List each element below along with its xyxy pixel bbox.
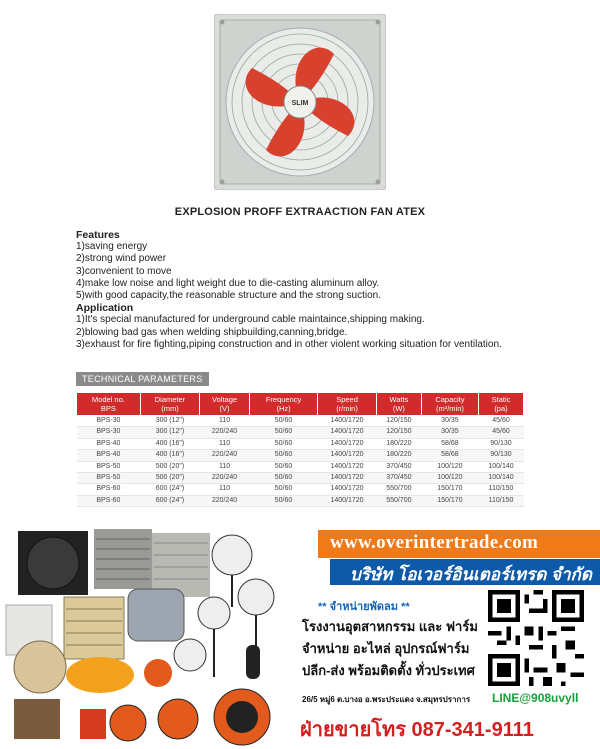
table-header-cell [200, 393, 250, 416]
table-row [77, 450, 524, 461]
table-header-unit: (m³/min) [435, 404, 464, 413]
table-cell: 500 (20") [140, 473, 199, 484]
table-cell: BPS-50 [77, 473, 141, 484]
table-cell: BPS-60 [77, 484, 141, 495]
table-cell: 120/150 [376, 416, 421, 427]
features-heading: Features [76, 229, 120, 241]
table-cell: BPS-30 [77, 416, 141, 427]
table-cell: 220/240 [200, 427, 250, 438]
table-header-line: Model no. [91, 395, 125, 404]
table-cell: BPS-40 [77, 450, 141, 461]
table-cell: 600 (24") [140, 495, 199, 506]
table-row [77, 461, 524, 472]
table-cell: 220/240 [200, 495, 250, 506]
table-cell: 50/60 [249, 450, 317, 461]
application-item: 1)It's special manufactured for underground cable maintaince,shipping making. [76, 314, 425, 326]
fan-products-collage [0, 527, 300, 749]
table-cell: 1400/1720 [318, 427, 377, 438]
table-header-unit: BPS [100, 404, 116, 413]
table-cell: 1400/1720 [318, 484, 377, 495]
table-cell: 50/60 [249, 484, 317, 495]
table-header-cell [478, 393, 523, 416]
table-header-line: Frequency [265, 395, 302, 404]
table-header-unit: (mm) [161, 404, 179, 413]
table-cell: 50/60 [249, 416, 317, 427]
table-cell: 120/150 [376, 427, 421, 438]
table-cell: BPS-50 [77, 461, 141, 472]
table-cell: 500 (20") [140, 461, 199, 472]
table-header-cell [140, 393, 199, 416]
table-cell: 300 (12") [140, 427, 199, 438]
table-cell: 110/150 [478, 484, 523, 495]
table-cell: 220/240 [200, 473, 250, 484]
table-cell: 1400/1720 [318, 450, 377, 461]
features-section [76, 229, 502, 351]
table-cell: 1400/1720 [318, 438, 377, 449]
table-cell: 370/450 [376, 461, 421, 472]
table-cell: 220/240 [200, 450, 250, 461]
table-cell: 1400/1720 [318, 461, 377, 472]
table-cell: 50/60 [249, 427, 317, 438]
table-cell: 110/150 [478, 495, 523, 506]
table-cell: 100/120 [421, 473, 478, 484]
table-cell: 550/700 [376, 495, 421, 506]
table-cell: 58/68 [421, 438, 478, 449]
table-cell: BPS-30 [77, 427, 141, 438]
table-cell: 1400/1720 [318, 473, 377, 484]
feature-item: 3)convenient to move [76, 265, 172, 277]
ad-line: โรงงานอุตสาหกรรม และ ฟาร์ม [302, 619, 478, 634]
table-cell: 50/60 [249, 473, 317, 484]
table-header-cell [421, 393, 478, 416]
line-id[interactable]: LINE@908uvyll [492, 691, 579, 705]
feature-item: 1)saving energy [76, 241, 148, 253]
feature-item: 4)make low noise and light weight due to die-casting aluminum alloy. [76, 277, 380, 289]
table-cell: 300 (12") [140, 416, 199, 427]
table-row [77, 438, 524, 449]
table-header-line: Watts [389, 395, 409, 404]
product-title: EXPLOSION PROFF EXTRAACTION FAN ATEX [174, 206, 426, 218]
table-cell: BPS-40 [77, 438, 141, 449]
table-cell: 180/220 [376, 438, 421, 449]
company-name: บริษัท โอเวอร์อินเตอร์เทรด จำกัด [350, 565, 592, 584]
table-header-row [77, 393, 524, 416]
table-header-unit: (V) [219, 404, 230, 413]
application-item: 3)exhaust for fire fighting,piping construction and in other violent working situation for ventilation. [76, 338, 502, 350]
table-cell: 370/450 [376, 473, 421, 484]
table-header-line: Capacity [435, 395, 465, 404]
table-cell: 100/120 [421, 461, 478, 472]
table-cell: 110 [200, 484, 250, 495]
table-cell: 150/170 [421, 495, 478, 506]
technical-parameters-table [76, 392, 524, 507]
table-row [77, 416, 524, 427]
feature-item: 5)with good capacity,the reasonable structure and the strong suction. [76, 290, 381, 302]
application-item: 2)blowing bad gas when welding shipbuilding,canning,bridge. [76, 326, 348, 338]
table-cell: 58/68 [421, 450, 478, 461]
table-cell: 90/130 [478, 450, 523, 461]
technical-parameters-label: TECHNICAL PARAMETERS [76, 372, 209, 386]
table-row [77, 427, 524, 438]
table-cell: 100/140 [478, 473, 523, 484]
table-header-line: Speed [336, 395, 358, 404]
table-cell: 180/220 [376, 450, 421, 461]
company-address: 26/5 หมู่6 ต.บางอ อ.พระประแดง จ.สมุทรปราการ [302, 695, 471, 704]
table-cell: 100/140 [478, 461, 523, 472]
sales-phone[interactable]: ฝ่ายขายโทร 087-341-9111 [300, 719, 534, 741]
table-cell: 45/60 [478, 427, 523, 438]
qr-code-icon[interactable] [488, 590, 584, 686]
table-header-cell [249, 393, 317, 416]
table-cell: 50/60 [249, 461, 317, 472]
table-cell: 550/700 [376, 484, 421, 495]
table-cell: 110 [200, 416, 250, 427]
table-header-cell [77, 393, 141, 416]
table-header-unit: (W) [392, 404, 405, 413]
ad-line: จำหน่าย อะไหล่ อุปกรณ์ฟาร์ม [302, 641, 470, 656]
table-header-cell [318, 393, 377, 416]
table-cell: 90/130 [478, 438, 523, 449]
table-header-line: Static [491, 395, 511, 404]
table-cell: 1400/1720 [318, 495, 377, 506]
table-cell: 45/60 [478, 416, 523, 427]
table-row [77, 495, 524, 506]
table-cell: 400 (16") [140, 438, 199, 449]
table-cell: 1400/1720 [318, 416, 377, 427]
table-cell: 110 [200, 438, 250, 449]
table-cell: 400 (16") [140, 450, 199, 461]
table-row [77, 484, 524, 495]
table-cell: 50/60 [249, 438, 317, 449]
table-cell: BPS-60 [77, 495, 141, 506]
table-cell: 30/35 [421, 416, 478, 427]
table-header-line: Voltage [212, 395, 238, 404]
table-cell: 600 (24") [140, 484, 199, 495]
application-heading: Application [76, 302, 134, 315]
table-header-unit: (pa) [494, 404, 508, 413]
fan-product-image [214, 14, 386, 190]
ad-line: ปลีก-ส่ง พร้อมติดตั้ง ทั่วประเทศ [302, 663, 475, 678]
website-url[interactable]: www.overintertrade.com [330, 532, 539, 553]
ad-tagline: ** จำหน่ายพัดลม ** [318, 601, 410, 613]
table-header-unit: (Hz) [276, 404, 291, 413]
table-cell: 50/60 [249, 495, 317, 506]
table-cell: 30/35 [421, 427, 478, 438]
table-header-cell [376, 393, 421, 416]
fan-brand-label: SLIM [291, 100, 309, 107]
table-row [77, 473, 524, 484]
table-body [77, 416, 524, 507]
table-header-unit: (r/min) [336, 404, 358, 413]
table-header-line: Diameter [154, 395, 186, 404]
table-cell: 110 [200, 461, 250, 472]
table-cell: 150/170 [421, 484, 478, 495]
feature-item: 2)strong wind power [76, 253, 167, 265]
